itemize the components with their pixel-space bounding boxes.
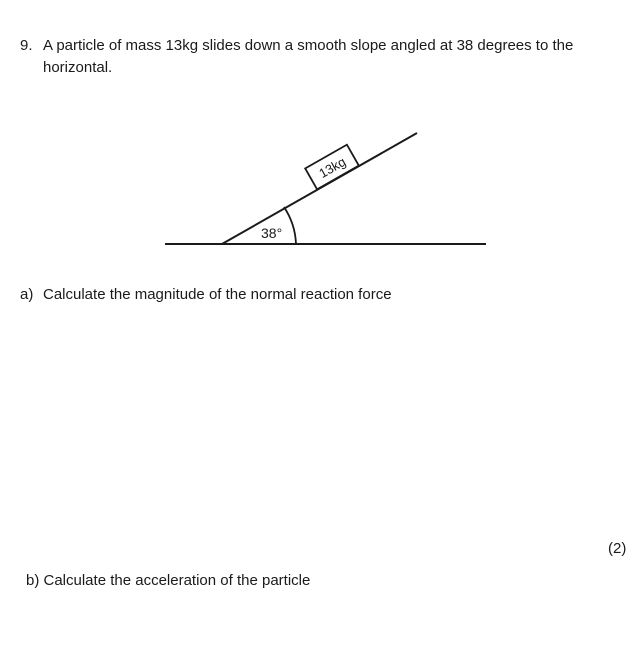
part-b-question: b) Calculate the acceleration of the particle — [26, 572, 311, 589]
part-a-label: a) — [20, 286, 34, 303]
part-a-question — [20, 284, 392, 306]
mass-block-label: 13kg — [316, 153, 349, 181]
angle-arc — [284, 207, 296, 244]
question-text-line-2: horizontal. — [43, 59, 113, 76]
part-a-marks: (2) — [608, 540, 627, 557]
question-text-line-1: A particle of mass 13kg slides down a smooth slope angled at 38 degrees to the — [43, 37, 574, 54]
angle-label: 38° — [261, 225, 283, 241]
part-a-text: Calculate the magnitude of the normal reaction force — [43, 286, 392, 303]
question-number: 9. — [20, 37, 33, 54]
mass-block — [305, 145, 359, 190]
